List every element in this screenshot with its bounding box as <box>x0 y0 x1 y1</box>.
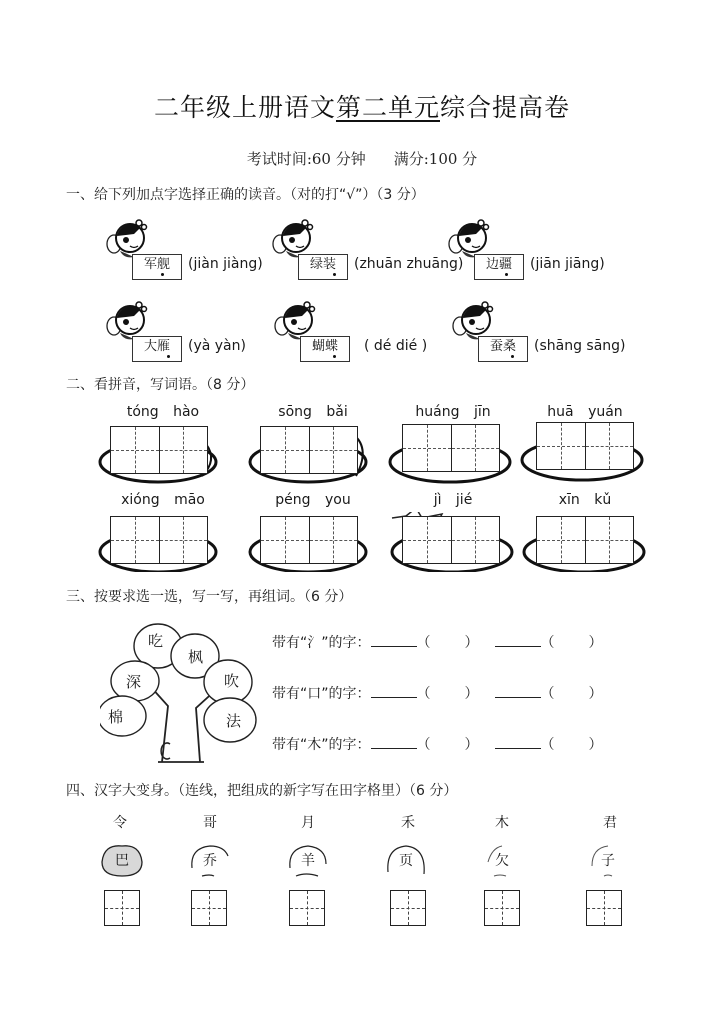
writing-grid[interactable] <box>536 422 634 470</box>
peach-item[interactable] <box>480 842 524 878</box>
tian-grid[interactable] <box>104 890 140 926</box>
word-paren[interactable] <box>417 734 479 754</box>
pronunciation-item <box>452 300 652 368</box>
pinyin-writing-item <box>510 492 660 572</box>
paren-open: （ <box>416 737 431 753</box>
word: 蚕桑 <box>489 339 516 354</box>
writing-grid[interactable] <box>260 516 358 564</box>
char-blank[interactable] <box>371 683 417 698</box>
pinyin-writing-item <box>88 404 238 484</box>
grid-cell[interactable] <box>160 427 208 473</box>
pinyin-label: péng you <box>275 492 351 508</box>
top-char[interactable]: 令 <box>113 815 127 831</box>
pinyin-writing-item <box>238 404 388 484</box>
fill-row-wood-radical <box>272 734 603 754</box>
tian-grid[interactable] <box>289 890 325 926</box>
peach-char: 乔 <box>203 853 217 869</box>
title-prefix: 二年级上册语文 <box>153 93 336 122</box>
tian-grid[interactable] <box>191 890 227 926</box>
word: 大雁 <box>143 339 170 354</box>
grid-cell[interactable] <box>537 517 586 563</box>
char-blank[interactable] <box>495 683 541 698</box>
title-unit: 第二单元 <box>335 93 440 122</box>
tian-grid[interactable] <box>390 890 426 926</box>
paren-close: ） <box>588 686 603 702</box>
pinyin-choices[interactable]: (zhuān zhuāng) <box>354 256 464 272</box>
word-box <box>132 336 182 362</box>
top-char[interactable]: 君 <box>603 815 617 831</box>
section4-heading: 四、汉字大变身。（连线，把组成的新字写在田字格里）（6 分） <box>66 783 458 799</box>
emphasis-dot <box>333 273 336 276</box>
grid-cell[interactable] <box>403 425 452 471</box>
pinyin-label: sōng bǎi <box>278 404 348 420</box>
grid-cell[interactable] <box>160 517 208 563</box>
pronunciation-item <box>448 218 648 286</box>
word-box <box>300 336 350 362</box>
pinyin-choices[interactable]: (jiàn jiàng) <box>188 256 263 272</box>
pronunciation-item <box>272 218 472 286</box>
paren-close: ） <box>464 686 479 702</box>
paren-open: （ <box>416 686 431 702</box>
peach-char: 羊 <box>301 853 315 869</box>
pinyin-label: tóng hào <box>126 404 200 420</box>
paren-close: ） <box>588 635 603 651</box>
section1-heading: 一、给下列加点字选择正确的读音。（对的打“√”）（3 分） <box>66 187 425 203</box>
pinyin-choices[interactable]: (yà yàn) <box>188 338 246 354</box>
row-label: 带有“口”的字： <box>272 686 371 702</box>
word-box <box>298 254 348 280</box>
row-label: 带有“木”的字： <box>272 737 371 753</box>
tree-char: 吃 <box>148 632 164 650</box>
writing-grid[interactable] <box>402 424 500 472</box>
emphasis-dot <box>167 355 170 358</box>
title-suffix: 综合提高卷 <box>440 93 571 122</box>
tree-char: 吹 <box>224 672 240 690</box>
pinyin-label: huā yuán <box>547 404 623 420</box>
paren-close: ） <box>464 737 479 753</box>
grid-cell[interactable] <box>586 517 634 563</box>
grid-cell[interactable] <box>261 517 310 563</box>
word-box <box>474 254 524 280</box>
word: 绿装 <box>309 257 336 272</box>
top-char[interactable]: 禾 <box>401 815 415 831</box>
grid-cell[interactable] <box>452 517 500 563</box>
paren-open: （ <box>416 635 431 651</box>
peach-char: 子 <box>601 853 615 869</box>
pinyin-writing-item <box>88 492 238 572</box>
grid-cell[interactable] <box>111 517 160 563</box>
pinyin-label: huáng jīn <box>415 404 491 420</box>
tian-grid[interactable] <box>484 890 520 926</box>
character-tree <box>100 616 270 766</box>
paren-open: （ <box>540 686 555 702</box>
word-box <box>132 254 182 280</box>
peach-char: 欠 <box>495 853 509 869</box>
grid-cell[interactable] <box>452 425 500 471</box>
word-paren[interactable] <box>541 683 603 703</box>
tree-char: 深 <box>126 673 142 691</box>
pinyin-writing-item <box>510 404 660 484</box>
word-paren[interactable] <box>541 734 603 754</box>
tree-char: 棉 <box>108 708 124 726</box>
char-blank[interactable] <box>495 734 541 749</box>
word-paren[interactable] <box>417 632 479 652</box>
exam-info <box>0 148 724 169</box>
char-blank[interactable] <box>371 632 417 647</box>
pinyin-writing-item <box>238 492 388 572</box>
section3-heading: 三、按要求选一选，写一写，再组词。（6 分） <box>66 589 353 605</box>
peach-item[interactable] <box>384 842 428 878</box>
page-title <box>0 88 724 124</box>
grid-cell[interactable] <box>310 517 358 563</box>
peach-char: 巴 <box>115 853 129 869</box>
writing-grid[interactable] <box>260 426 358 474</box>
exam-time: 考试时间:60 分钟 <box>246 150 366 168</box>
writing-grid[interactable] <box>402 516 500 564</box>
grid-cell[interactable] <box>310 427 358 473</box>
grid-cell[interactable] <box>403 517 452 563</box>
peach-char: 页 <box>399 853 413 869</box>
word-paren[interactable] <box>541 632 603 652</box>
emphasis-dot <box>161 273 164 276</box>
pinyin-choices[interactable]: ( dé dié ) <box>364 338 428 354</box>
tree-char: 法 <box>226 712 242 730</box>
emphasis-dot <box>505 273 508 276</box>
fill-row-water-radical <box>272 632 603 652</box>
word-paren[interactable] <box>417 683 479 703</box>
word: 蝴蝶 <box>311 339 338 354</box>
word: 边疆 <box>485 257 512 272</box>
paren-close: ） <box>588 737 603 753</box>
peach-item[interactable] <box>286 842 330 878</box>
paren-close: ） <box>464 635 479 651</box>
grid-cell[interactable] <box>537 423 586 469</box>
pinyin-label: jì jié <box>433 492 473 508</box>
paren-open: （ <box>540 737 555 753</box>
pinyin-label: xióng māo <box>121 492 205 508</box>
pinyin-choices[interactable]: (shāng sāng) <box>534 338 626 354</box>
grid-cell[interactable] <box>111 427 160 473</box>
top-char[interactable]: 哥 <box>203 815 217 831</box>
top-char[interactable]: 木 <box>495 815 509 831</box>
writing-grid[interactable] <box>110 516 208 564</box>
pinyin-writing-item <box>378 404 528 484</box>
tree-char: 枫 <box>188 648 204 666</box>
word: 军舰 <box>143 257 170 272</box>
grid-cell[interactable] <box>586 423 634 469</box>
word-box <box>478 336 528 362</box>
peach-item[interactable] <box>100 842 144 878</box>
pinyin-label: xīn kǔ <box>558 492 612 508</box>
writing-grid[interactable] <box>536 516 634 564</box>
full-score: 满分:100 分 <box>393 150 478 168</box>
tian-grid[interactable] <box>586 890 622 926</box>
section2-heading: 二、看拼音，写词语。（8 分） <box>66 377 255 393</box>
emphasis-dot <box>511 355 514 358</box>
writing-grid[interactable] <box>110 426 208 474</box>
peach-item[interactable] <box>188 842 232 878</box>
pronunciation-item <box>274 300 474 368</box>
fill-row-mouth-radical <box>272 683 603 703</box>
paren-open: （ <box>540 635 555 651</box>
pinyin-choices[interactable]: (jiān jiāng) <box>530 256 605 272</box>
row-label: 带有“氵”的字： <box>272 635 371 651</box>
char-blank[interactable] <box>371 734 417 749</box>
grid-cell[interactable] <box>261 427 310 473</box>
char-blank[interactable] <box>495 632 541 647</box>
pinyin-writing-item <box>378 492 528 572</box>
top-char[interactable]: 月 <box>301 815 315 831</box>
peach-item[interactable] <box>586 842 630 878</box>
emphasis-dot <box>333 355 336 358</box>
